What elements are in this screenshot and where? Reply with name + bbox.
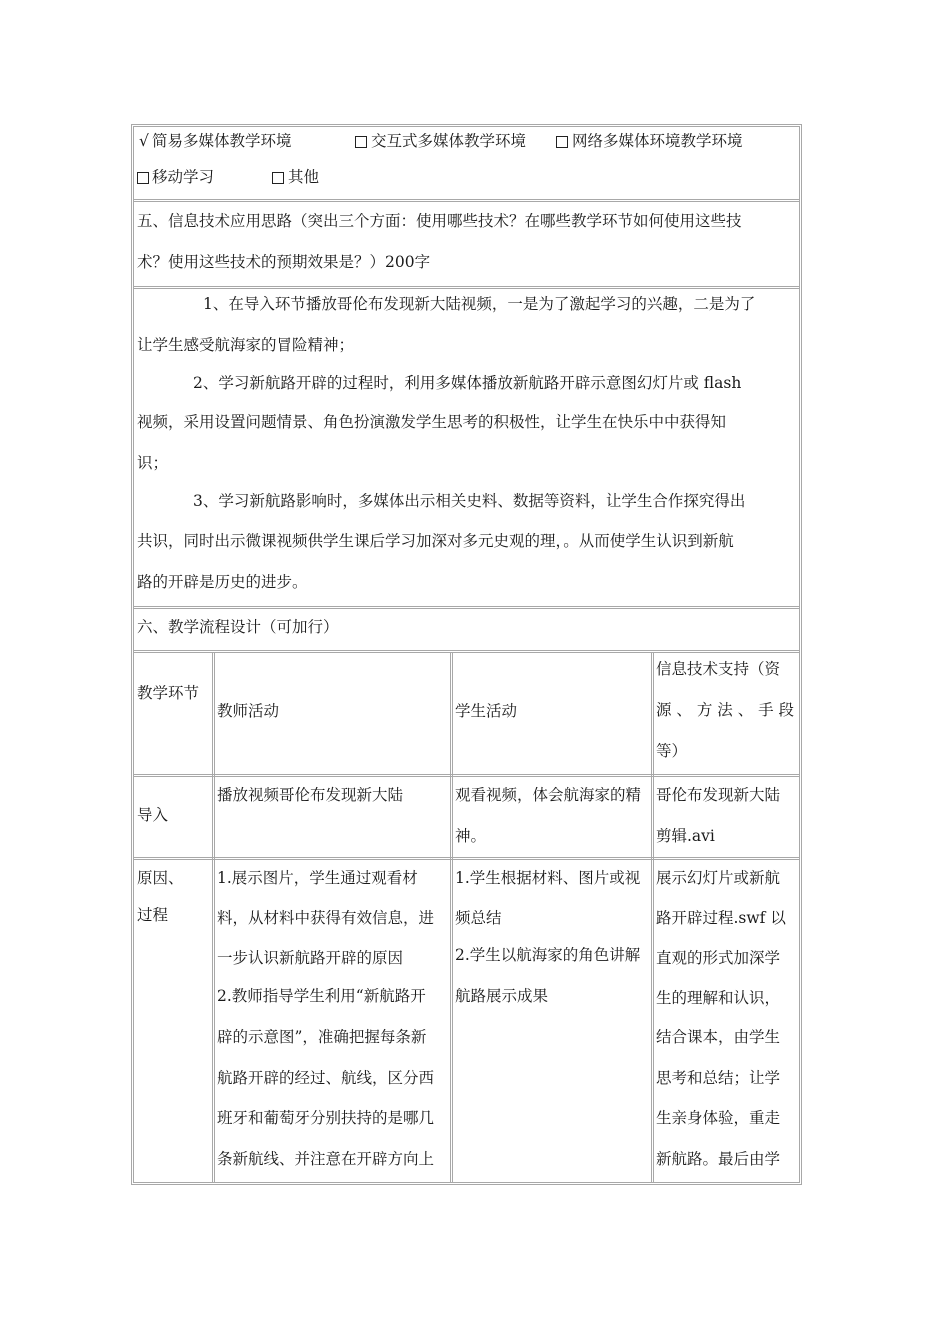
- row2-stage: 过程: [137, 906, 169, 924]
- row2-tech-line: 结合课本，由学生: [656, 1028, 781, 1046]
- section5-paragraph: 1、在导入环节播放哥伦布发现新大陆视频，一是为了激起学习的兴趣，二是为了: [203, 295, 756, 313]
- row-divider: [133, 199, 800, 202]
- row1-tech: 哥伦布发现新大陆: [656, 786, 781, 804]
- env-check-mark: √: [139, 132, 149, 150]
- row1-teacher: 播放视频哥伦布发现新大陆: [217, 786, 404, 804]
- row2-teacher-line: 料，从材料中获得有效信息，进: [217, 909, 435, 927]
- row2-tech-line: 路开辟过程.swf 以: [656, 909, 786, 927]
- row2-stage: 原因、: [137, 869, 184, 887]
- row2-teacher-line: 一步认识新航路开辟的原因: [217, 949, 404, 967]
- column-divider: [651, 652, 654, 1183]
- section5-paragraph: 路的开辟是历史的进步。: [137, 573, 308, 591]
- row2-tech-line: 新航路。最后由学: [656, 1150, 781, 1168]
- section5-paragraph: 让学生感受航海家的冒险精神；: [137, 336, 355, 354]
- row1-tech: 剪辑.avi: [656, 827, 715, 845]
- section5-paragraph: 视频，采用设置问题情景、角色扮演激发学生思考的积极性，让学生在快乐中中获得知: [137, 413, 727, 431]
- column-divider: [450, 652, 453, 1183]
- col-header-student: 学生活动: [455, 702, 518, 720]
- row2-teacher-line: 1.展示图片，学生通过观看材: [217, 869, 418, 887]
- checkbox-other[interactable]: [272, 172, 284, 184]
- section5-paragraph: 2、学习新航路开辟的过程时，利用多媒体播放新航路开辟示意图幻灯片或 flash: [193, 374, 742, 392]
- row2-student-line: 2.学生以航海家的角色讲解: [455, 946, 641, 964]
- document-table-frame: [131, 124, 802, 1185]
- row2-student-line: 航路展示成果: [455, 987, 549, 1005]
- column-divider: [212, 652, 215, 1183]
- row2-teacher-line: 辟的示意图”，准确把握每条新: [217, 1028, 427, 1046]
- section5-heading: 术？使用这些技术的预期效果是？）200字: [137, 253, 431, 271]
- section5-paragraph: 共识，同时出示微课视频供学生课后学习加深对多元史观的理，。从而使学生认识到新航: [137, 532, 734, 550]
- row2-teacher-line: 条新航线、并注意在开辟方向上: [217, 1150, 435, 1168]
- row-divider: [133, 286, 800, 289]
- row-divider: [133, 857, 800, 860]
- row2-teacher-line: 航路开辟的经过、航线，区分西: [217, 1069, 435, 1087]
- section5-paragraph: 3、学习新航路影响时，多媒体出示相关史料、数据等资料，让学生合作探究得出: [193, 492, 746, 510]
- row2-tech-line: 思考和总结；让学: [656, 1069, 781, 1087]
- checkbox-mobile[interactable]: [137, 172, 149, 184]
- env-option-other: 其他: [288, 168, 320, 186]
- env-option-network: 网络多媒体环境教学环境: [572, 132, 743, 150]
- row-divider: [133, 774, 800, 777]
- row2-student-line: 频总结: [455, 909, 502, 927]
- row1-student: 神。: [455, 827, 487, 845]
- section5-heading: 五、信息技术应用思路（突出三个方面：使用哪些技术？在哪些教学环节如何使用这些技: [137, 212, 742, 230]
- checkbox-interactive[interactable]: [355, 136, 367, 148]
- row1-student: 观看视频，体会航海家的精: [455, 786, 642, 804]
- row2-teacher-line: 2.教师指导学生利用“新航路开: [217, 987, 426, 1005]
- env-option-interactive: 交互式多媒体教学环境: [371, 132, 527, 150]
- col-header-teacher: 教师活动: [217, 702, 280, 720]
- row2-tech-line: 直观的形式加深学: [656, 949, 781, 967]
- row-divider: [133, 650, 800, 653]
- col-header-tech: 源 、 方 法 、 手 段: [656, 701, 795, 719]
- checkbox-network[interactable]: [556, 136, 568, 148]
- env-option-mobile: 移动学习: [152, 168, 215, 186]
- row-divider: [133, 606, 800, 609]
- row2-teacher-line: 班牙和葡萄牙分别扶持的是哪几: [217, 1109, 435, 1127]
- row2-tech-line: 生亲身体验，重走: [656, 1109, 781, 1127]
- row1-stage: 导入: [137, 806, 169, 824]
- section6-heading: 六、教学流程设计（可加行）: [137, 618, 339, 636]
- env-option-simple: 简易多媒体教学环境: [152, 132, 292, 150]
- row2-tech-line: 展示幻灯片或新航: [656, 869, 781, 887]
- section5-paragraph: 识；: [137, 454, 169, 472]
- col-header-stage: 教学环节: [137, 684, 200, 702]
- col-header-tech: 等）: [656, 742, 688, 760]
- col-header-tech: 信息技术支持（资: [656, 660, 781, 678]
- row2-tech-line: 生的理解和认识，: [656, 989, 781, 1007]
- row2-student-line: 1.学生根据材料、图片或视: [455, 869, 641, 887]
